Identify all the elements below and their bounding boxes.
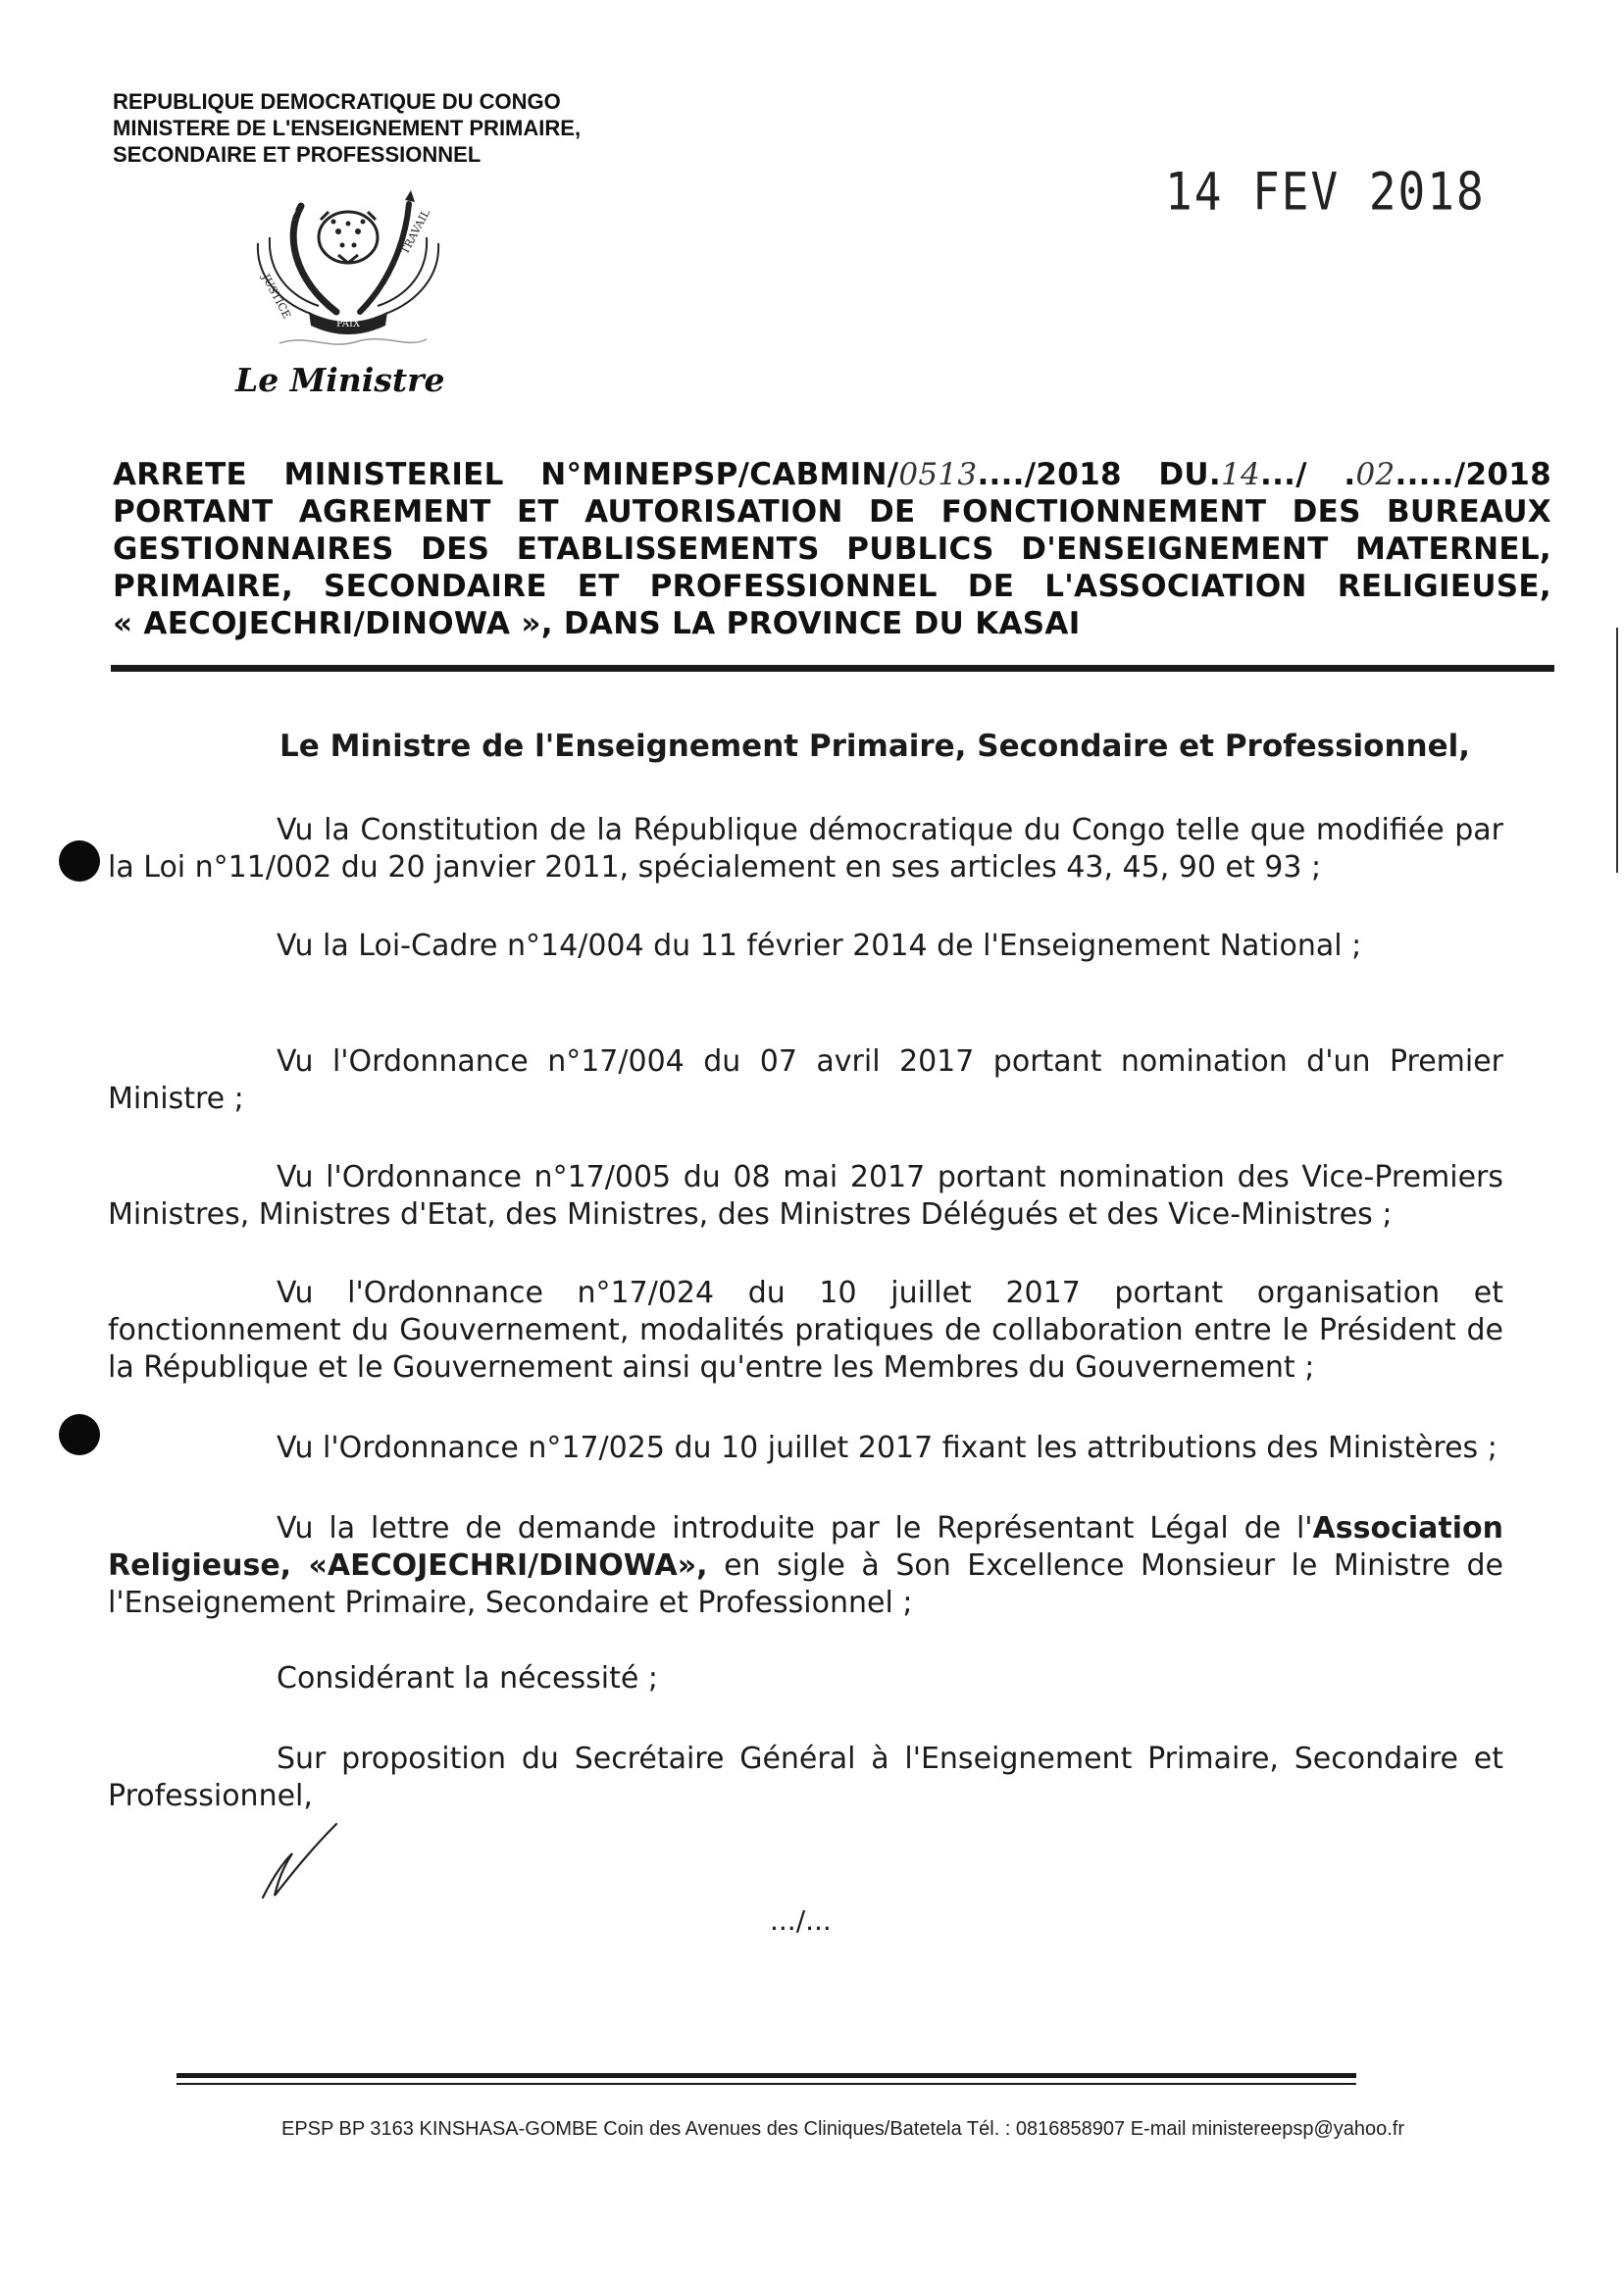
scan-edge-mark xyxy=(1616,628,1618,873)
title-divider xyxy=(111,665,1554,672)
decree-title xyxy=(113,456,1551,642)
paragraph-constitution: Vu la Constitution de la République démocratique du Congo telle que modifiée par la Loi n°11/002 du 20 janvier 2011, spécialement en ses articles 43, 45, 90 et 93 ; xyxy=(108,813,1503,885)
decree-line-1: ARRETE MINISTERIEL N°MINEPSP/CABMIN/0513..../2018 DU.14.../ .02...../2018 xyxy=(113,457,1551,492)
header-line-3: SECONDAIRE ET PROFESSIONNEL xyxy=(113,142,482,167)
motto-right: TRAVAIL xyxy=(398,207,433,257)
paragraph-ordonnance-17-025: Vu l'Ordonnance n°17/025 du 10 juillet 2017 fixant les attributions des Ministères ; xyxy=(277,1431,1497,1465)
paragraph-lettre-demande: Vu la lettre de demande introduite par le Représentant Légal de l'Association Religieuse, «AECOJECHRI/DINOWA», en sigle à Son Excellence Monsieur le Ministre de l'Enseignement Primaire, Secondaire et Professionnel ; xyxy=(108,1511,1503,1620)
punch-hole-bottom xyxy=(59,1414,100,1455)
addressee: Le Ministre de l'Enseignement Primaire, Secondaire et Professionnel, xyxy=(279,729,1471,764)
paragraph-loi-cadre: Vu la Loi-Cadre n°14/004 du 11 février 2014 de l'Enseignement National ; xyxy=(277,929,1362,963)
paragraph-ordonnance-17-024: Vu l'Ordonnance n°17/024 du 10 juillet 2017 portant organisation et fonctionnement du Gouvernement, modalités pratiques de collaboration entre le Président de la République et le Gouvernement ainsi qu'entre les Membres du Gouvernement ; xyxy=(108,1276,1503,1385)
paragraph-ordonnance-17-005: Vu l'Ordonnance n°17/005 du 08 mai 2017 portant nomination des Vice-Premiers Ministres, Ministres d'Etat, des Ministres, des Ministres Délégués et des Vice-Ministres ; xyxy=(108,1160,1503,1232)
ministry-header xyxy=(113,88,581,168)
paragraph-considerant: Considérant la nécessité ; xyxy=(277,1661,658,1696)
motto-left: JUSTICE xyxy=(259,272,294,321)
decree-line-5: « AECOJECHRI/DINOWA », DANS LA PROVINCE DU KASAI xyxy=(113,606,1081,641)
header-line-1: REPUBLIQUE DEMOCRATIQUE DU CONGO xyxy=(113,89,561,114)
date-stamp: 14 FEV 2018 xyxy=(1165,160,1486,223)
decree-month-handwritten: 02 xyxy=(1355,457,1396,492)
paragraph-ordonnance-17-004: Vu l'Ordonnance n°17/004 du 07 avril 2017 portant nomination d'un Premier Ministre ; xyxy=(108,1044,1503,1116)
footer-rule-thick xyxy=(177,2073,1356,2078)
footer-address: EPSP BP 3163 KINSHASA-GOMBE Coin des Avenues des Cliniques/Batetela Tél. : 0816858907 E-mail ministereepsp@yahoo.fr xyxy=(281,2118,1405,2140)
page-continuation: .../... xyxy=(770,1904,832,1937)
decree-day-handwritten: 14 xyxy=(1220,457,1260,492)
header-line-2: MINISTERE DE L'ENSEIGNEMENT PRIMAIRE, xyxy=(113,116,582,140)
decree-line-4: PRIMAIRE, SECONDAIRE ET PROFESSIONNEL DE L'ASSOCIATION RELIGIEUSE, xyxy=(113,569,1551,604)
footer-rule-thin xyxy=(177,2083,1356,2085)
association-name: Association Religieuse, «AECOJECHRI/DINOWA», xyxy=(108,1511,1503,1583)
decree-number-handwritten: 0513 xyxy=(898,457,978,492)
punch-hole-top xyxy=(59,840,100,882)
decree-line-2: PORTANT AGREMENT ET AUTORISATION DE FONCTIONNEMENT DES BUREAUX xyxy=(113,494,1551,530)
motto-center: PAIX xyxy=(335,319,361,329)
decree-line-3: GESTIONNAIRES DES ETABLISSEMENTS PUBLICS D'ENSEIGNEMENT MATERNEL, xyxy=(113,532,1551,567)
coat-of-arms-icon xyxy=(240,186,456,358)
paragraph-proposition: Sur proposition du Secrétaire Général à l'Enseignement Primaire, Secondaire et Professionnel, xyxy=(108,1742,1503,1813)
initials-paraph xyxy=(253,1819,351,1902)
signature-title: Le Ministre xyxy=(235,361,445,399)
